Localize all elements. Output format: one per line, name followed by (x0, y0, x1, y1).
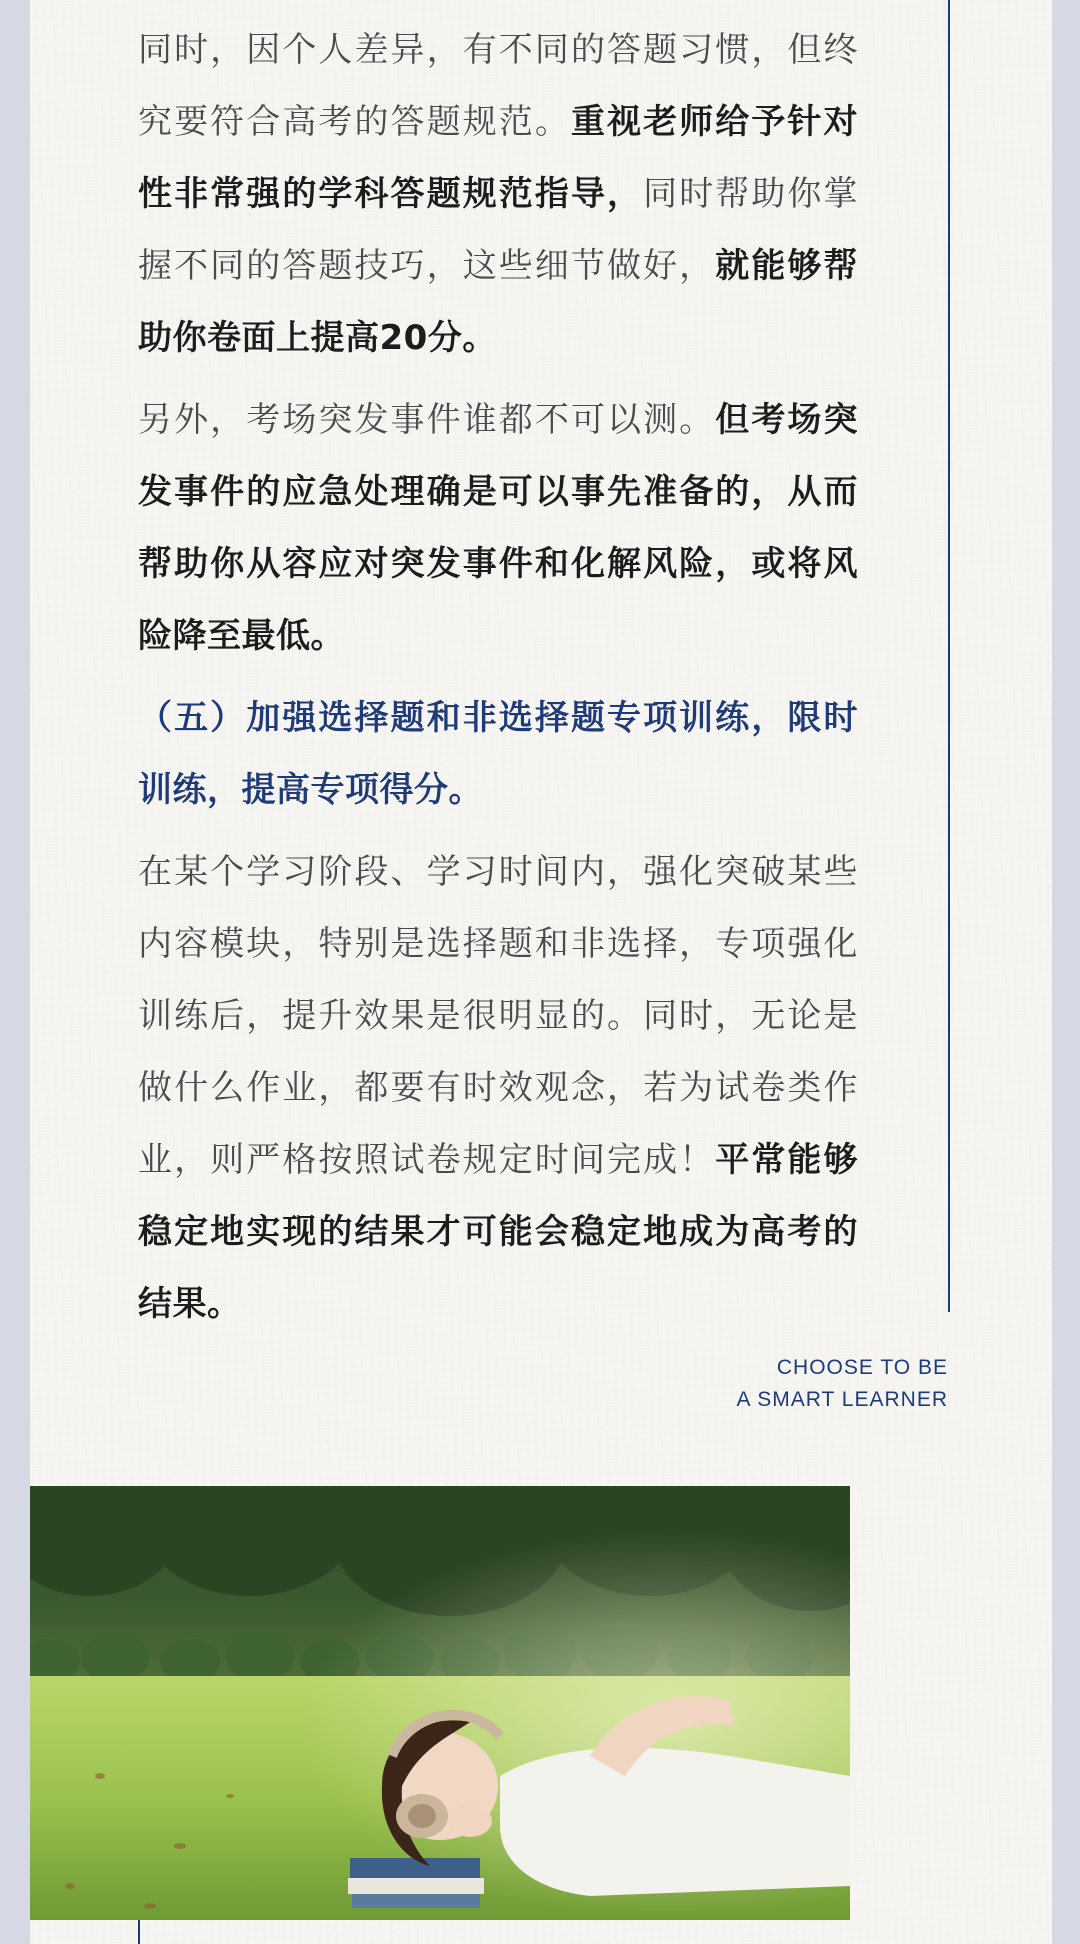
text-segment: 另外，考场突发事件谁都不可以测。 (138, 400, 716, 440)
paragraph-training (138, 836, 858, 1340)
bold-text-segment: 平常能够稳定地实现的结果才可能会稳定地成为高考的结果。 (138, 1140, 859, 1324)
slogan (737, 1352, 948, 1416)
student-relaxing-on-grass-photo (30, 1486, 850, 1920)
text-segment: 在某个学习阶段、学习时间内，强化突破某些内容模块，特别是选择题和非选择，专项强化训练后，提升效果是很明显的。同时，无论是做什么作业，都要有时效观念，若为试卷类作业，则严格按照试卷规定时间完成！ (138, 852, 858, 1180)
paragraph-emergencies (138, 384, 858, 672)
bold-text-segment: 但考场突发事件的应急处理确是可以事先准备的，从而帮助你从容应对突发事件和化解风险，或将风险降至最低。 (138, 400, 859, 656)
slogan-line-1: CHOOSE TO BE (776, 1356, 948, 1379)
text-segment: 同时，因个人差异，有不同的答题习惯，但终究要符合高考的答题规范。 (138, 30, 858, 142)
bold-text-segment: 就能够帮助你卷面上提高20分。 (138, 246, 859, 358)
accent-vertical-line-bottom (138, 1920, 140, 1944)
slogan-line-2: A SMART LEARNER (736, 1388, 948, 1411)
accent-vertical-line (948, 0, 950, 1312)
section-heading: （五）加强选择题和非选择题专项训练，限时训练，提高专项得分。 (138, 698, 858, 810)
article-body (138, 14, 858, 1350)
paragraph-answer-norms (138, 14, 858, 374)
text-segment: 同时帮助你掌握不同的答题技巧，这些细节做好， (138, 174, 859, 286)
bold-text-segment: 重视老师给予针对性非常强的学科答题规范指导， (138, 102, 859, 214)
